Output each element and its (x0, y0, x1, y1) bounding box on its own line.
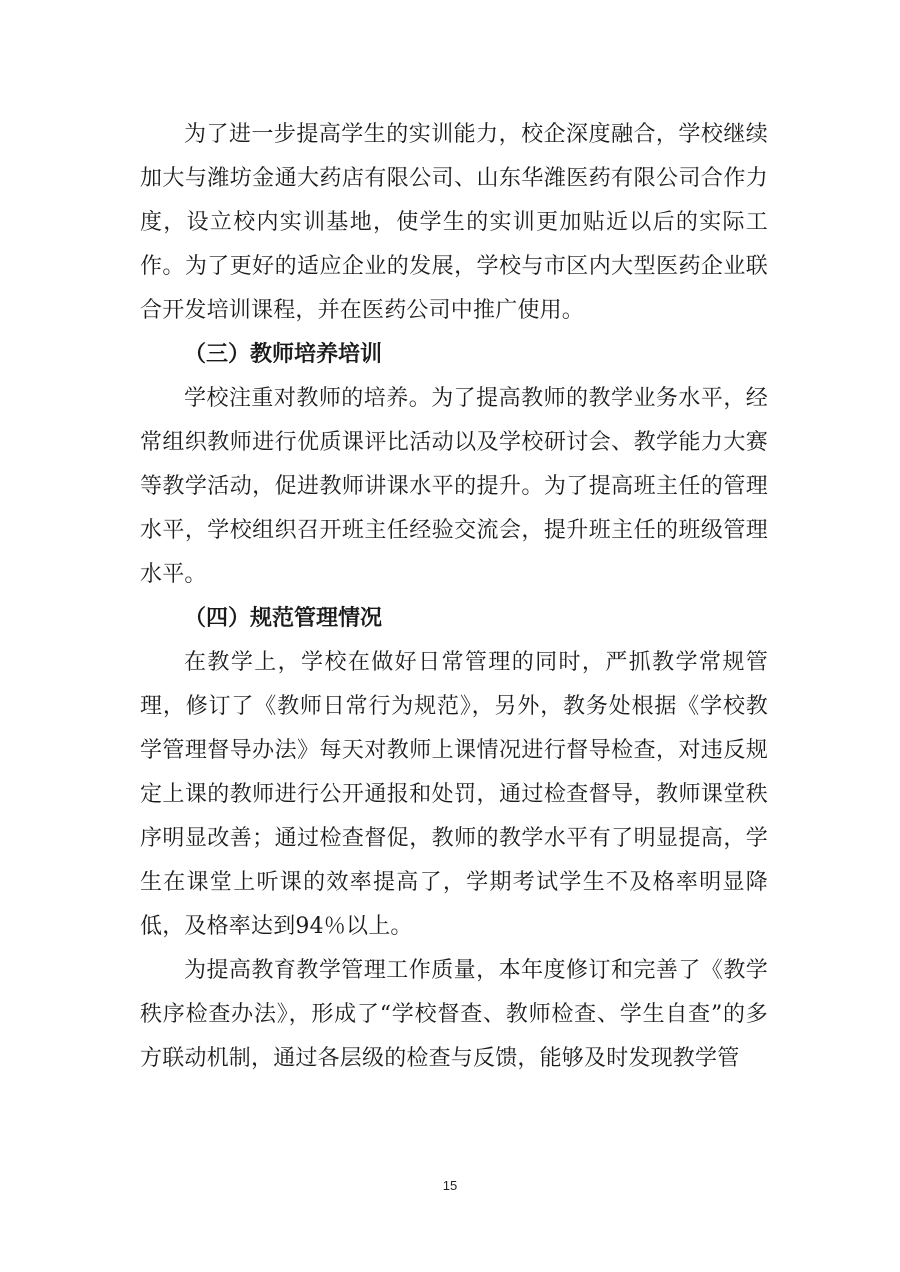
paragraph-teaching-management: 在教学上，学校在做好日常管理的同时，严抓教学常规管理，修订了《教师日常行为规范》，另外，教务处根据《学校教学管理督导办法》每天对教师上课情况进行督导检查，对违反规定上课的教师进行公开通报和处罚，通过检查督导，教师课堂秩序明显改善；通过检查督促，教师的教学水平有了明显提高，学生在课堂上听课的效率提高了，学期考试学生不及格率明显降低，及格率达到94％以上。 (140, 650, 768, 939)
paragraph-practical-training: 为了进一步提高学生的实训能力，校企深度融合，学校继续加大与潍坊金通大药店有限公司、山东华潍医药有限公司合作力度，设立校内实训基地，使学生的实训更加贴近以后的实际工作。为了更好的适应企业的发展，学校与市区内大型医药企业联合开发培训课程，并在医药公司中推广使用。 (140, 122, 768, 323)
section-heading-teacher-training: （三）教师培养培训 (184, 342, 383, 367)
page-number: 15 (442, 1178, 458, 1193)
section-heading-standard-management: （四）规范管理情况 (184, 606, 383, 631)
paragraph-inspection-mechanism: 为提高教育教学管理工作质量，本年度修订和完善了《教学秩序检查办法》，形成了“学校督查、教师检查、学生自查”的多方联动机制，通过各层级的检查与反馈，能够及时发现教学管 (140, 958, 768, 1071)
paragraph-teacher-training: 学校注重对教师的培养。为了提高教师的教学业务水平，经常组织教师进行优质课评比活动以及学校研讨会、教学能力大赛等教学活动，促进教师讲课水平的提升。为了提高班主任的管理水平，学校组织召开班主任经验交流会，提升班主任的班级管理水平。 (140, 386, 768, 587)
document-body (140, 113, 768, 1081)
